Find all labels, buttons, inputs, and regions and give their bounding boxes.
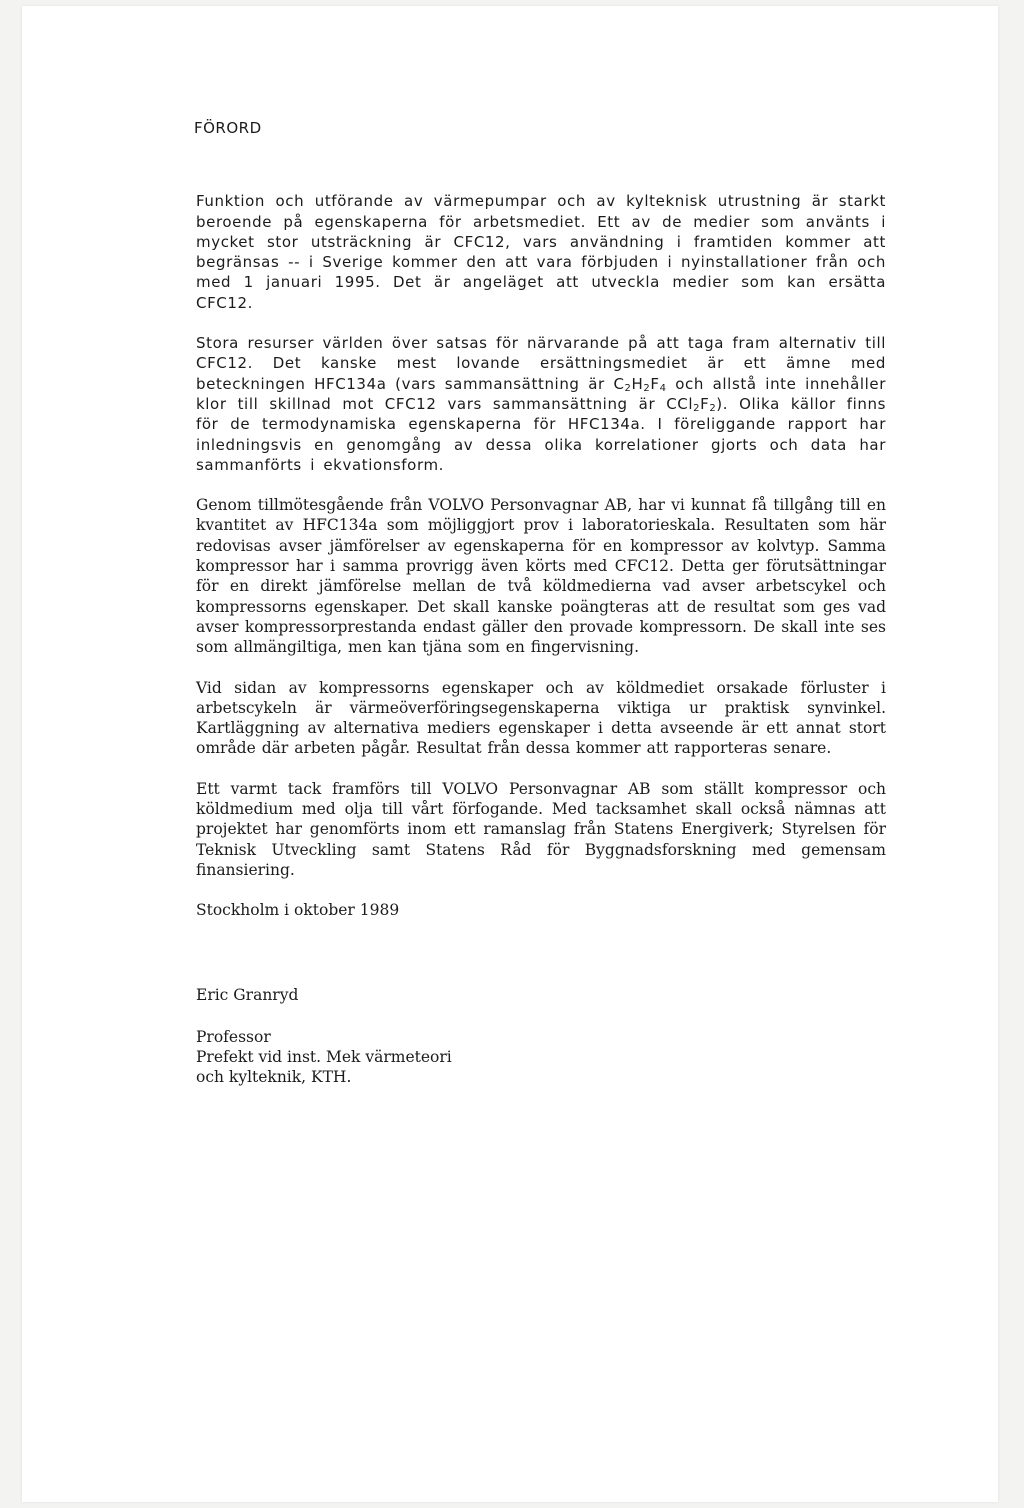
paragraph-4: Vid sidan av kompressorns egenskaper och av köldmediet orsakade förluster i arbetscykeln är värmeöverföringsegenskaperna viktiga ur praktisk synvinkel. Kartläggning av alternativa mediers egenskaper i detta avseende är ett annat stort område där arbeten pågår. Resultat från dessa kommer att rapporteras senare. (196, 678, 886, 758)
subscript: 2 (693, 402, 701, 414)
subscript: 2 (709, 402, 717, 414)
paragraph-2-text: F (700, 394, 710, 413)
paragraph-2-text: H (631, 374, 644, 393)
place-date: Stockholm i oktober 1989 (196, 901, 400, 920)
paragraph-2-text: F (650, 374, 660, 393)
paragraph-2 (196, 333, 886, 475)
paragraph-2-text: ). Olika källor finns för de termodynamiska egenskaperna för HFC134a. I föreliggande rapport har inledningsvis en genomgång av dessa olika korrelationer gjorts och data har sammanförts i ekvationsform. (196, 394, 886, 474)
subscript: 2 (643, 382, 651, 394)
signature-name: Eric Granryd (196, 985, 299, 1004)
document-page (22, 6, 998, 1502)
paragraph-2-text: och allstå inte innehåller klor till skillnad mot CFC12 vars sammansättning är CCl (196, 374, 886, 413)
paragraph-2-text: Stora resurser världen över satsas för närvarande på att taga fram alternativ till CFC12. Det kanske mest lovande ersättningsmediet är ett ämne med beteckningen HFC134a (vars sammansättning är C (196, 334, 886, 393)
paragraph-1: Funktion och utförande av värmepumpar och av kylteknisk utrustning är starkt beroende på egenskaperna för arbetsmediet. Ett av de medier som använts i mycket stor utsträckning är CFC12, vars användning i framtiden kommer att begränsas -- i Sverige kommer den att vara förbjuden i nyinstallationer från och med 1 januari 1995. Det är angeläget att utveckla medier som kan ersätta CFC12. (196, 192, 886, 312)
subscript: 4 (659, 382, 667, 394)
paragraph-3: Genom tillmötesgående från VOLVO Personvagnar AB, har vi kunnat få tillgång till en kvantitet av HFC134a som möjliggjort prov i laboratorieskala. Resultaten som här redovisas avser jämförelser av egenskaperna för en kompressor av kolvtyp. Samma kompressor har i samma provrigg även körts med CFC12. Detta ger förutsättningar för en direkt jämförelse mellan de två köldmedierna vad avser arbetscykel och kompressorns egenskaper. Det skall kanske poängteras att de resultat som ges vad avser kompressorprestanda endast gäller den provade kompressorn. De skall inte ses som allmängiltiga, men kan tjäna som en fingervisning. (196, 496, 886, 657)
signature-affiliation-line-1: Prefekt vid inst. Mek värmeteori (196, 1048, 452, 1067)
signature-title: Professor (196, 1027, 271, 1046)
paragraph-5: Ett varmt tack framförs till VOLVO Personvagnar AB som ställt kompressor och köldmedium med olja till vårt förfogande. Med tacksamhet skall också nämnas att projektet har genomförts inom ett ramanslag från Statens Energiverk; Styrelsen för Teknisk Utveckling samt Statens Råd för Byggnadsforskning med gemensam finansiering. (196, 779, 886, 879)
signature-affiliation-line-2: och kylteknik, KTH. (196, 1068, 352, 1087)
page-heading: FÖRORD (194, 119, 262, 137)
document-content (196, 118, 886, 1088)
subscript: 2 (624, 382, 632, 394)
